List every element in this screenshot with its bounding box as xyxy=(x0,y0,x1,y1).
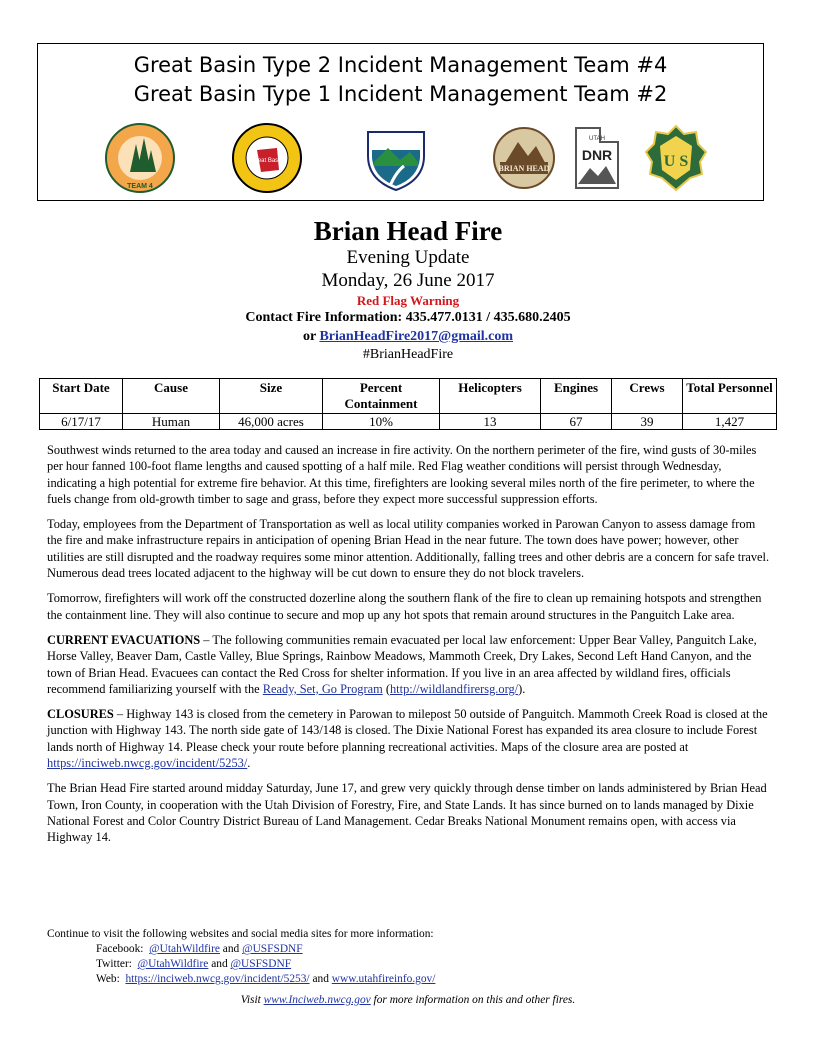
team-title-1: Great Basin Type 2 Incident Management Team #4 xyxy=(133,53,668,77)
table-header: Helicopters xyxy=(440,379,541,414)
update-body xyxy=(47,442,771,855)
interagency-logo-center: Great Basin xyxy=(251,158,283,164)
facebook-utahwildfire-link[interactable]: @UtahWildfire xyxy=(149,943,220,955)
twitter-line xyxy=(47,957,771,972)
facebook-label: Facebook: xyxy=(96,943,144,955)
table-header: Percent Containment xyxy=(323,379,440,414)
table-cell: 6/17/17 xyxy=(40,414,123,430)
inciweb-closure-link[interactable]: https://inciweb.nwcg.gov/incident/5253/ xyxy=(47,756,248,771)
contact-phones: 435.477.0131 / 435.680.2405 xyxy=(405,310,571,325)
web-line xyxy=(47,972,771,987)
more-info-section xyxy=(47,927,771,987)
table-header: Total Personnel xyxy=(683,379,777,414)
table-cell: Human xyxy=(123,414,220,430)
dnr-logo-state: UTAH xyxy=(589,136,605,142)
table-header: Start Date xyxy=(40,379,123,414)
title-block xyxy=(37,215,779,363)
page-title: Brian Head Fire xyxy=(313,216,503,246)
web-utahfireinfo-link[interactable]: www.utahfireinfo.gov/ xyxy=(331,973,436,985)
header-box xyxy=(37,43,764,201)
more-info-intro: Continue to visit the following websites and social media sites for more information: xyxy=(47,928,434,940)
forest-service-logo-label: U S xyxy=(663,153,689,170)
footer-post: for more information on this and other fires. xyxy=(370,994,576,1006)
closures-heading: CLOSURES xyxy=(47,707,114,722)
table-cell: 67 xyxy=(541,414,612,430)
ready-set-go-link[interactable]: Ready, Set, Go Program xyxy=(262,681,383,696)
table-row xyxy=(40,414,777,430)
web-label: Web: xyxy=(96,973,120,985)
facebook-and: and xyxy=(222,943,240,955)
team4-logo-label: TEAM 4 xyxy=(127,183,153,190)
dnr-logo-label: DNR xyxy=(581,147,613,163)
facebook-usfsdnf-link[interactable]: @USFSDNF xyxy=(242,943,303,955)
contact-line xyxy=(37,308,779,327)
red-flag-warning: Red Flag Warning xyxy=(356,293,460,308)
table-header-row xyxy=(40,379,777,414)
twitter-and: and xyxy=(211,958,228,970)
hashtag: #BrianHeadFire xyxy=(362,347,454,362)
contact-email-line xyxy=(37,327,779,346)
closures-text: – Highway 143 is closed from the cemetery in Parowan to milepost 50 outside of Panguitch. Mammoth Creek Road is closed at the junction with Highway 143. The north side gate of 143/148 is closed. The Dixie National Forest has expanded its area closure to include Forest lands north of Highway 14. Please check your route before planning recreational activities. Maps of the closure area are posted at xyxy=(47,707,768,754)
paragraph-evacuations xyxy=(47,632,771,697)
twitter-utahwildfire-link[interactable]: @UtahWildfire xyxy=(137,958,209,970)
fire-stats-table xyxy=(39,378,777,430)
paragraph-tomorrow: Tomorrow, firefighters will work off the constructed dozerline along the southern flank of the fire to clean up remaining hotspots and strengthen the containment line. They will also continue to secure and mop up any hot spots that remain around structures in the Panguitch Lake area. xyxy=(47,591,762,622)
evacuations-heading: CURRENT EVACUATIONS xyxy=(47,632,201,647)
evacuations-paren-open: ( xyxy=(382,681,390,696)
twitter-usfsdnf-link[interactable]: @USFSDNF xyxy=(230,958,292,970)
page-subtitle: Evening Update xyxy=(346,247,470,268)
table-cell: 1,427 xyxy=(683,414,777,430)
wildlandfirersg-link[interactable]: http://wildlandfirersg.org/ xyxy=(389,681,519,696)
table-header: Size xyxy=(220,379,323,414)
update-date: Monday, 26 June 2017 xyxy=(321,270,495,291)
brian-head-town-logo xyxy=(488,122,560,194)
table-header: Cause xyxy=(123,379,220,414)
table-header: Crews xyxy=(612,379,683,414)
paragraph-fire-activity: Southwest winds returned to the area today and caused an increase in fire activity. On the northern perimeter of the fire, wind gusts of 30-miles per hour fanned 100-foot flame lengths and caused spotting of a half mile. Red Flag weather conditions will persist through Wednesday, indicating a high potential for extreme fire behavior. At this time, firefighters are looking several miles north of the fire perimeter, to where the fuels change from old-growth timber to sage and grass, before they expect more successful suppression efforts. xyxy=(47,443,757,506)
closures-period: . xyxy=(247,756,251,771)
footer-inciweb-link[interactable]: www.Inciweb.nwcg.gov xyxy=(263,994,371,1006)
contact-email-link[interactable]: BrianHeadFire2017@gmail.com xyxy=(319,329,514,344)
evacuations-text: – The following communities remain evacuated per local law enforcement: Upper Bear Valley, Panguitch Lake, Horse Valley, Beaver Dam, Castle Valley, Blue Springs, Rainbow Meadows, Mammoth Creek, Dry Lakes, Second Left Hand Canyon, and the town of Brian Head. Evacuees can contact the Red Cross for shelter information. If you live in an area affected by wildland fires, officials recommend familiarizing yourself with the xyxy=(47,632,757,696)
great-basin-im-team4-logo xyxy=(104,122,176,194)
blm-logo xyxy=(360,122,432,194)
twitter-label: Twitter: xyxy=(96,958,132,970)
forest-service-logo xyxy=(640,122,712,194)
paragraph-closures xyxy=(47,706,771,771)
table-cell: 10% xyxy=(323,414,440,430)
team-title-2: Great Basin Type 1 Incident Management Team #2 xyxy=(133,82,668,106)
facebook-line xyxy=(47,942,771,957)
footer-pre: Visit xyxy=(240,994,264,1006)
agency-logos xyxy=(38,122,763,198)
table-cell: 46,000 acres xyxy=(220,414,323,430)
paragraph-background: The Brian Head Fire started around midday Saturday, June 17, and grew very quickly through dense timber on lands administered by Brian Head Town, Iron County, in cooperation with the Utah Division of Forestry, Fire, and State Lands. It has since burned on to lands managed by Dixie National Forest and Color Country District Bureau of Land Management. Cedar Breaks National Monument remains open, with access via Highway 14. xyxy=(47,781,767,845)
paragraph-repairs: Today, employees from the Department of Transportation as well as local utility companies worked in Parowan Canyon to assess damage from the fire and make infrastructure repairs in anticipation of opening Brian Head in the near future. The town does have power; however, other utilities are still disrupted and the roadway requires some minor attention. Additionally, falling trees and other debris are a concern for safe travel. Numerous dead trees located adjacent to the highway will be cut down to ensure they do not block travelers. xyxy=(47,517,770,581)
table-cell: 13 xyxy=(440,414,541,430)
contact-or: or xyxy=(302,329,316,344)
web-and: and xyxy=(312,973,329,985)
web-inciweb-link[interactable]: https://inciweb.nwcg.gov/incident/5253/ xyxy=(125,973,310,985)
evacuations-paren-close: ). xyxy=(518,681,526,696)
table-header: Engines xyxy=(541,379,612,414)
utah-dnr-logo xyxy=(560,122,632,194)
footer-note xyxy=(37,994,779,1006)
table-cell: 39 xyxy=(612,414,683,430)
contact-label: Contact Fire Information: xyxy=(245,310,403,325)
interagency-incident-management-logo xyxy=(231,122,303,194)
brian-head-logo-label: BRIAN HEAD xyxy=(498,164,550,173)
